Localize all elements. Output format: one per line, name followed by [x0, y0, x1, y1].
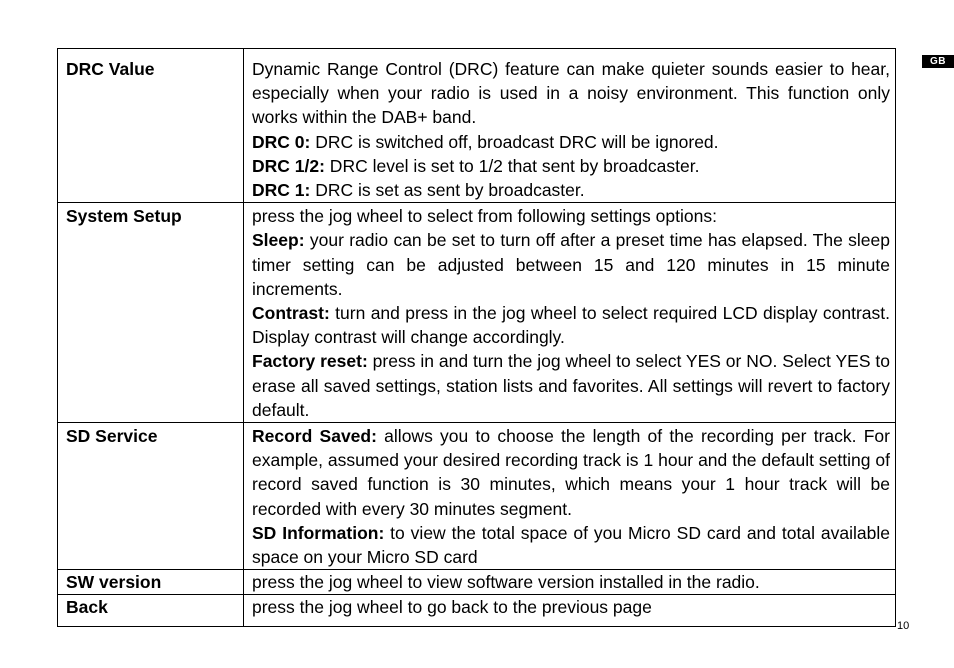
row-label: System Setup: [58, 203, 244, 423]
paragraph-text: press the jog wheel to go back to the previous page: [252, 597, 652, 618]
description-paragraph: [252, 595, 890, 619]
description-paragraph: [252, 570, 890, 594]
paragraph-text: Dynamic Range Control (DRC) feature can make quieter sounds easier to hear, especially when your radio is used in a noisy environment. This function only works within the DAB+ band.: [252, 59, 890, 128]
description-paragraph: [252, 154, 890, 178]
page-number: 10: [897, 620, 910, 632]
table-row-system-setup: [58, 203, 896, 423]
description-paragraph: [252, 57, 890, 130]
term-sd-information: SD Information:: [252, 522, 385, 543]
paragraph-text: DRC is switched off, broadcast DRC will be ignored.: [310, 131, 719, 152]
paragraph-text: DRC is set as sent by broadcaster.: [310, 180, 585, 201]
description-paragraph: [252, 178, 890, 202]
paragraph-text: DRC level is set to 1/2 that sent by broadcaster.: [324, 155, 700, 176]
term-record-saved: Record Saved:: [252, 426, 377, 447]
row-description: [244, 49, 896, 203]
row-description: [244, 423, 896, 570]
description-paragraph: [252, 130, 890, 154]
row-label: SW version: [58, 570, 244, 595]
description-paragraph: [252, 204, 890, 228]
term-contrast: Contrast:: [252, 303, 330, 324]
table-row-back: [58, 595, 896, 626]
paragraph-text: turn and press in the jog wheel to select required LCD display contrast. Display contrast will change accordingly.: [252, 303, 890, 348]
description-paragraph: [252, 424, 890, 521]
row-description: [244, 570, 896, 595]
paragraph-text: press the jog wheel to view software version installed in the radio.: [252, 572, 760, 593]
term-drc-half: DRC 1/2:: [252, 155, 325, 176]
term-drc-1: DRC 1:: [252, 180, 311, 201]
paragraph-text: press the jog wheel to select from following settings options:: [252, 206, 717, 227]
table-row-sd-service: [58, 423, 896, 570]
table-row-sw-version: [58, 570, 896, 595]
language-badge: GB: [922, 55, 954, 68]
description-paragraph: [252, 301, 890, 349]
description-paragraph: [252, 521, 890, 569]
paragraph-text: allows you to choose the length of the recording per track. For example, assumed your desired recording track is 1 hour and the default setting of record saved function is 30 minutes, which means your 1 hour track will be recorded with every 30 minutes segment.: [252, 426, 890, 519]
term-sleep: Sleep:: [252, 230, 305, 251]
term-factory-reset: Factory reset:: [252, 351, 368, 372]
paragraph-text: your radio can be set to turn off after a preset time has elapsed. The sleep timer setting can be adjusted between 15 and 120 minutes in 15 minute increments.: [252, 230, 890, 299]
description-paragraph: [252, 349, 890, 422]
settings-table: [57, 48, 896, 627]
term-drc-0: DRC 0:: [252, 131, 311, 152]
row-label: SD Service: [58, 423, 244, 570]
row-description: [244, 203, 896, 423]
paragraph-text: press in and turn the jog wheel to select YES or NO. Select YES to erase all saved settings, station lists and favorites. All settings will revert to factory default.: [252, 351, 890, 420]
row-label: Back: [58, 595, 244, 626]
row-description: [244, 595, 896, 626]
row-label: DRC Value: [58, 49, 244, 203]
description-paragraph: [252, 228, 890, 301]
paragraph-text: to view the total space of you Micro SD card and total available space on your Micro SD card: [252, 522, 890, 568]
table-row-drc-value: [58, 49, 896, 203]
